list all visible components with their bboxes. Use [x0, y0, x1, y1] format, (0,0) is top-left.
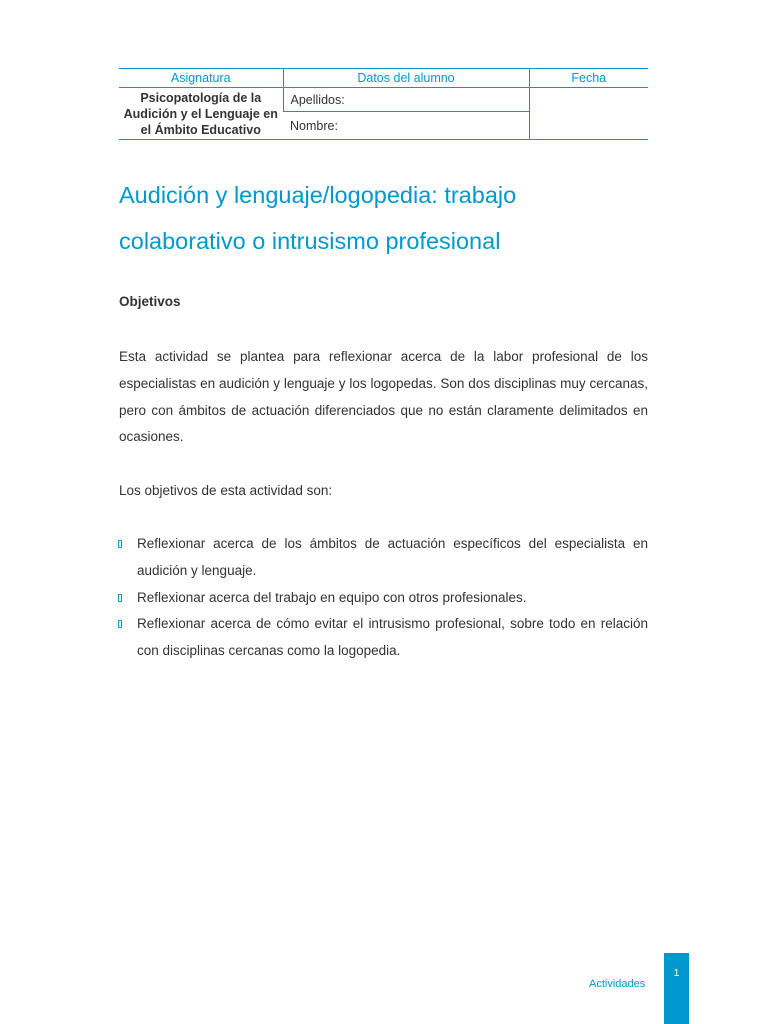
document-title [119, 172, 659, 264]
title-line-2: colaborativo o intrusismo profesional [119, 228, 501, 254]
objectives-heading: Objetivos [119, 294, 181, 309]
header-subject-column: Asignatura [119, 69, 283, 88]
header-table [119, 68, 648, 140]
bullet-icon [118, 594, 122, 602]
title-line-1: Audición y lenguaje/logopedia: trabajo [119, 182, 517, 208]
subject-value: Psicopatología de la Audición y el Lenguaje en el Ámbito Educativo [119, 88, 283, 140]
objective-text: Reflexionar acerca de cómo evitar el intrusismo profesional, sobre todo en relación con disciplinas cercanas como la logopedia. [137, 616, 648, 659]
bullet-icon [118, 620, 122, 628]
date-field [529, 88, 648, 140]
name-field: Nombre: [283, 112, 529, 140]
page-number-tab [664, 953, 689, 1024]
intro-paragraph: Esta actividad se plantea para reflexionar acerca de la labor profesional de los especialistas en audición y lenguaje y los logopedas. Son dos disciplinas muy cercanas, pero con ámbitos de actuación diferenciados que no están claramente delimitados en ocasiones. [119, 349, 648, 445]
list-item [119, 531, 648, 585]
list-item [119, 611, 648, 665]
surname-field: Apellidos: [283, 88, 529, 112]
objectives-lead: Los objetivos de esta actividad son: [119, 483, 333, 498]
objective-text: Reflexionar acerca del trabajo en equipo con otros profesionales. [137, 589, 527, 605]
footer-section-label: Actividades [589, 978, 646, 990]
page-number: 1 [673, 968, 680, 979]
header-date-column: Fecha [529, 69, 648, 88]
header-student-column: Datos del alumno [283, 69, 529, 88]
list-item [119, 585, 648, 612]
objective-text: Reflexionar acerca de los ámbitos de actuación específicos del especialista en audición y lenguaje. [137, 536, 648, 578]
bullet-icon [118, 540, 122, 548]
objectives-list [119, 531, 648, 665]
